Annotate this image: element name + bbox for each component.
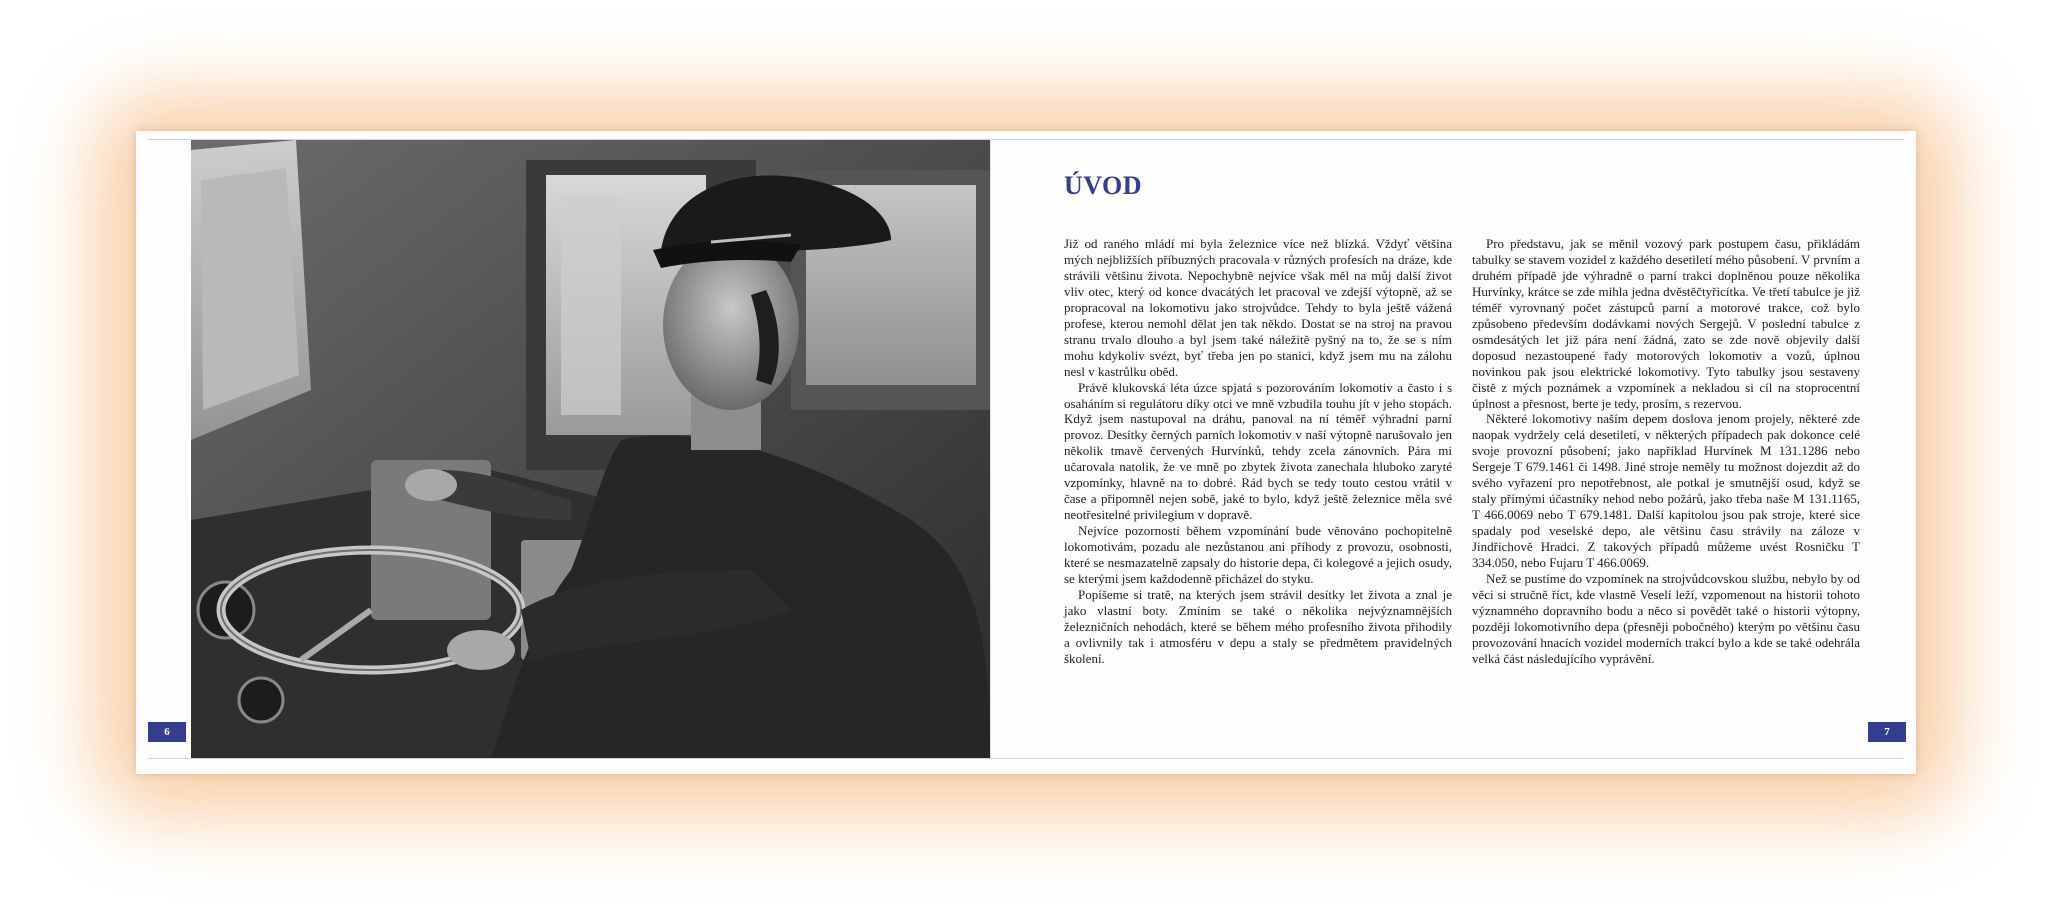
page-number-right: 7 — [1868, 722, 1906, 742]
paragraph: Právě klukovská léta úzce spjatá s pozorováním lokomotiv a často i s osaháním si regulátoru díky otci ve mně vzbudila touhu jít v jeho stopách. Když jsem nastupoval na dráhu, panoval na ní téměř výhradní parní provoz. Desítky černých parních lokomotiv v naší výtopně narušovalo jen několik tmavě červených Hurvínků, tehdy zcela zánovních. Pára mi učarovala natolik, že ve mně po zbytek života zanechala hluboko zaryté vzpomínky, hlavně na to dobré. Rád bych se tedy touto cestou vrátil v čase a připomněl nejen sobě, jaké to bylo, když ještě železnice měla své neotřesitelné privilegium v dopravě. — [1064, 379, 1452, 523]
paragraph: Popíšeme si tratě, na kterých jsem strávil desítky let života a znal je jako vlastní boty. Zmíním se také o několika nejvýznamnějších železničních nehodách, které se během mého profesního života přihodily a ovlivnily tak i atmosféru v depu a staly se předmětem pravidelných školení. — [1064, 586, 1452, 666]
chapter-title: ÚVOD — [1064, 171, 1143, 200]
page-number-left: 6 — [148, 722, 186, 742]
text-column-left — [1064, 236, 1452, 667]
text-column-right — [1472, 236, 1860, 667]
photo-illustration — [191, 140, 990, 758]
left-page — [136, 131, 990, 774]
paragraph: Než se pustíme do vzpomínek na strojvůdcovskou službu, nebylo by od věci si stručně říct, kde vlastně Veselí leží, vzpomenout na historii tohoto významného dopravního bodu a něco si povědět také o historii výtopny, později lokomotivního depa (přesněji pobočného) kterým po většinu času provozování hnacích vozidel moderních trakcí bylo a kde se také odehrála velká část následujícího vyprávění. — [1472, 571, 1860, 666]
paragraph: Některé lokomotivy naším depem doslova jenom projely, některé zde naopak vydržely celá desetiletí, v některých případech pak dokonce celé svoje provozní působení; jako například Hurvínek M 131.1286 nebo Sergeje T 679.1461 či 1498. Jiné stroje neměly tu možnost dojezdit až do svého vyřazení pro nepotřebnost, ale potkal je smutnější osud, když se staly přímými účastníky nehod nebo požárů, jako třeba naše M 131.1165, T 466.0069 nebo T 679.1481. Další kapitolou jsou pak stroje, které sice spadaly pod veselské depo, ale většinu času strávily na záloze v Jindřichově Hradci. Z takových případů můžeme uvést Rosničku T 334.050, nebo Fujaru T 466.0069. — [1472, 411, 1860, 571]
locomotive-driver-photo — [191, 140, 990, 758]
paragraph: Nejvíce pozornosti během vzpomínání bude věnováno pochopitelně lokomotivám, pozadu ale nezůstanou ani příhody z provozu, osobnosti, které se nesmazatelně zapsaly do historie depa, či kolegové a jejich osudy, se kterými jsem každodenně přicházel do styku. — [1064, 523, 1452, 587]
paragraph: Již od raného mládí mi byla železnice více než blízká. Vždyť většina mých nejbližších příbuzných pracovala v různých profesích na dráze, kde strávili většinu života. Nepochybně nejvíce však měl na můj další život vliv otec, který od konce dvacátých let pracoval ve zdejší výtopně, až se propracoval na lokomotivu jako strojvůdce. Tehdy to byla ještě vážená profese, kterou nemohl dělat jen tak někdo. Dostat se na stroj na pravou stranu trvalo dlouho a byl jsem také náležitě pyšný na to, že se s ním mohu kdykoliv svézt, byť třeba jen po stanici, když jsem mu na zálohu nesl v kastrůlku oběd. — [1064, 236, 1452, 379]
paragraph: Pro představu, jak se měnil vozový park postupem času, přikládám tabulky se stavem vozidel z každého desetiletí mého působení. V prvním a druhém případě jde výhradně o parní trakci doplněnou pouze několika Hurvínky, krátce se zde mihla jedna dvěstěčtyřicítka. Ve třetí tabulce je již téměř vyrovnaný počet zástupců parní a motorové trakce, což bylo způsobeno především dodávkami nových Sergejů. V poslední tabulce z osmdesátých let již pára není žádná, zato se zde nově objevily další doposud nezastoupené řady motorových lokomotiv a vozů, úplnou novinkou pak jsou elektrické lokomotivy. Tyto tabulky jsou sestaveny čistě z mých poznámek a vzpomínek a nekladou si cíl na stoprocentní úplnost a přesnost, berte je tedy, prosím, s rezervou. — [1472, 236, 1860, 411]
book-spread — [136, 131, 1916, 774]
